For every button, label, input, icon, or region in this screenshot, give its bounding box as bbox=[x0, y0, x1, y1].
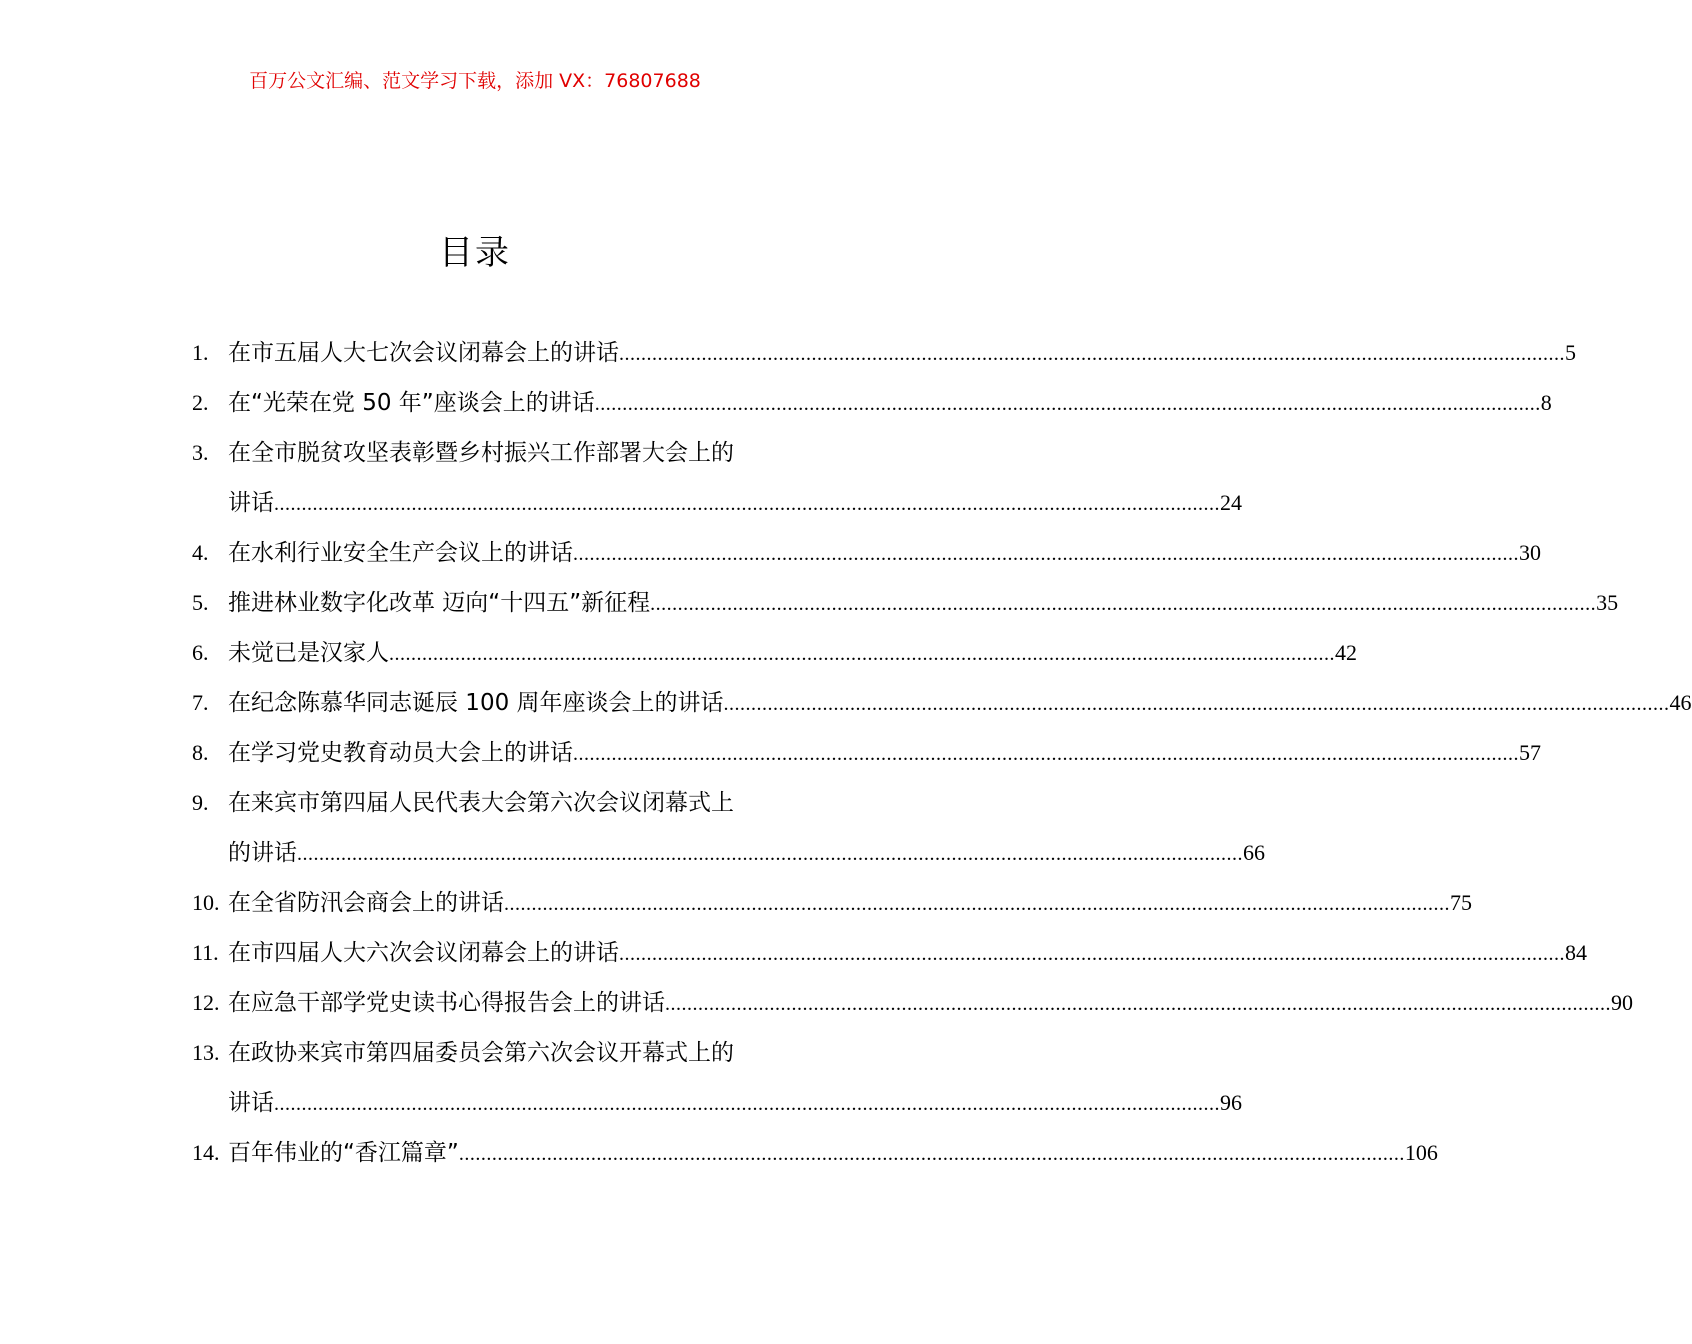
toc-entry-number: 14. bbox=[192, 1140, 220, 1165]
toc-entry[interactable] bbox=[192, 678, 1692, 728]
toc-page-number: 66 bbox=[1243, 840, 1265, 865]
toc-entry-line bbox=[228, 628, 1357, 678]
toc-entry-line bbox=[228, 978, 1633, 1028]
toc-entry-line bbox=[228, 828, 1265, 878]
toc-entry-number: 8. bbox=[192, 740, 209, 765]
toc-entry-line bbox=[228, 728, 1541, 778]
toc-entry[interactable] bbox=[192, 578, 1619, 628]
toc-entry[interactable] bbox=[192, 528, 1541, 578]
toc-entry-title: 在市四届人大六次会议闭幕会上的讲话 bbox=[228, 940, 619, 966]
toc-entry-title: 在学习党史教育动员大会上的讲话 bbox=[228, 740, 573, 766]
toc-entry[interactable] bbox=[192, 978, 1633, 1028]
toc-page-number: 46 bbox=[1669, 690, 1692, 715]
toc-entry-number: 4. bbox=[192, 540, 209, 565]
toc-entry-line bbox=[228, 778, 808, 828]
toc-dot-leader bbox=[573, 529, 1519, 579]
toc-entry-body bbox=[228, 728, 1541, 778]
toc-dot-leader bbox=[619, 329, 1565, 379]
toc-entry-body bbox=[228, 1128, 1438, 1178]
toc-entry-body bbox=[228, 928, 1587, 978]
toc-entry-line bbox=[228, 1128, 1438, 1178]
toc-page-number: 5 bbox=[1565, 340, 1576, 365]
toc-entry-line bbox=[228, 1028, 808, 1078]
toc-entry[interactable] bbox=[192, 878, 1472, 928]
toc-entry-number: 11. bbox=[192, 940, 219, 965]
toc-entry-body bbox=[228, 978, 1633, 1028]
toc-page-number: 84 bbox=[1565, 940, 1587, 965]
toc-dot-leader bbox=[595, 379, 1541, 429]
toc-page-number: 57 bbox=[1519, 740, 1541, 765]
toc-dot-leader bbox=[297, 829, 1243, 879]
toc-entry-title: 讲话 bbox=[228, 1090, 274, 1116]
toc-dot-leader bbox=[389, 629, 1335, 679]
toc-entry-number: 6. bbox=[192, 640, 209, 665]
toc-entry-number: 9. bbox=[192, 790, 209, 815]
toc-entry[interactable] bbox=[192, 728, 1541, 778]
toc-entry-body bbox=[228, 628, 1357, 678]
toc-entry-number: 7. bbox=[192, 690, 209, 715]
toc-entry-line bbox=[228, 1078, 1242, 1128]
toc-entry-body bbox=[228, 878, 1472, 928]
toc-entry-body bbox=[228, 328, 1576, 378]
toc-page-number: 96 bbox=[1220, 1090, 1242, 1115]
toc-dot-leader bbox=[274, 479, 1220, 529]
toc-entry-title: 推进林业数字化改革 迈向“十四五”新征程 bbox=[228, 590, 651, 616]
toc-entry-number: 1. bbox=[192, 340, 209, 365]
toc-entry[interactable] bbox=[192, 428, 1242, 528]
toc-entry[interactable] bbox=[192, 328, 1576, 378]
toc-page-number: 42 bbox=[1335, 640, 1357, 665]
toc-entry-body bbox=[228, 678, 1692, 728]
toc-entry-number: 3. bbox=[192, 440, 209, 465]
toc-dot-leader bbox=[504, 879, 1450, 929]
toc-entry-number: 13. bbox=[192, 1040, 220, 1065]
toc-entry-number: 2. bbox=[192, 390, 209, 415]
toc-entry-line bbox=[228, 528, 1541, 578]
toc-entry-line bbox=[228, 578, 1619, 628]
toc-page-number: 24 bbox=[1220, 490, 1242, 515]
header-note: 百万公文汇编、范文学习下载，添加 VX：76807688 bbox=[249, 70, 701, 92]
toc-entry-body bbox=[228, 528, 1541, 578]
toc-entry-line bbox=[228, 428, 808, 478]
toc-entry-title: 在来宾市第四届人民代表大会第六次会议闭幕式上 bbox=[228, 790, 734, 816]
toc-entry-title: 未觉已是汉家人 bbox=[228, 640, 389, 666]
toc-dot-leader bbox=[619, 929, 1565, 979]
toc-entry-line bbox=[228, 378, 1552, 428]
toc-entry-number: 12. bbox=[192, 990, 220, 1015]
toc-dot-leader bbox=[724, 679, 1670, 729]
toc-dot-leader bbox=[665, 979, 1611, 1029]
toc-page-number: 75 bbox=[1450, 890, 1472, 915]
toc-entry-line bbox=[228, 328, 1576, 378]
toc-entry-title: 在应急干部学党史读书心得报告会上的讲话 bbox=[228, 990, 665, 1016]
toc-page-number: 106 bbox=[1404, 1140, 1438, 1165]
toc-page-number: 30 bbox=[1519, 540, 1541, 565]
toc-entry-title: 在“光荣在党 50 年”座谈会上的讲话 bbox=[228, 390, 595, 416]
toc-entry-title: 在水利行业安全生产会议上的讲话 bbox=[228, 540, 573, 566]
toc-entry[interactable] bbox=[192, 928, 1587, 978]
table-of-contents bbox=[192, 328, 1692, 1178]
toc-page-number: 8 bbox=[1540, 390, 1552, 415]
toc-entry[interactable] bbox=[192, 1128, 1438, 1178]
toc-entry-body bbox=[228, 778, 1265, 878]
toc-entry-title: 在全省防汛会商会上的讲话 bbox=[228, 890, 504, 916]
toc-dot-leader bbox=[573, 729, 1519, 779]
toc-entry-title: 百年伟业的“香江篇章” bbox=[228, 1140, 459, 1166]
toc-entry-title: 在纪念陈慕华同志诞辰 100 周年座谈会上的讲话 bbox=[228, 690, 724, 716]
toc-dot-leader bbox=[459, 1129, 1405, 1179]
toc-entry-number: 10. bbox=[192, 890, 220, 915]
toc-entry[interactable] bbox=[192, 778, 1265, 878]
toc-entry-title: 在政协来宾市第四届委员会第六次会议开幕式上的 bbox=[228, 1040, 734, 1066]
toc-entry-body bbox=[228, 428, 1242, 528]
toc-entry-line bbox=[228, 478, 1242, 528]
toc-entry[interactable] bbox=[192, 628, 1357, 678]
toc-entry[interactable] bbox=[192, 378, 1552, 428]
toc-entry-body bbox=[228, 578, 1619, 628]
toc-entry-body bbox=[228, 378, 1552, 428]
toc-page-number: 35 bbox=[1596, 590, 1619, 615]
page-title: 目录 bbox=[439, 233, 511, 273]
toc-dot-leader bbox=[274, 1079, 1220, 1129]
toc-entry-line bbox=[228, 928, 1587, 978]
toc-entry-number: 5. bbox=[192, 590, 209, 615]
toc-entry-title: 在市五届人大七次会议闭幕会上的讲话 bbox=[228, 340, 619, 366]
toc-page-number: 90 bbox=[1611, 990, 1633, 1015]
toc-entry-body bbox=[228, 1028, 1242, 1128]
toc-entry-line bbox=[228, 678, 1692, 728]
toc-entry-title: 在全市脱贫攻坚表彰暨乡村振兴工作部署大会上的 bbox=[228, 440, 734, 466]
toc-entry-line bbox=[228, 878, 1472, 928]
toc-entry-title: 讲话 bbox=[228, 490, 274, 516]
toc-entry[interactable] bbox=[192, 1028, 1242, 1128]
toc-dot-leader bbox=[650, 579, 1596, 629]
toc-entry-title: 的讲话 bbox=[228, 840, 297, 866]
